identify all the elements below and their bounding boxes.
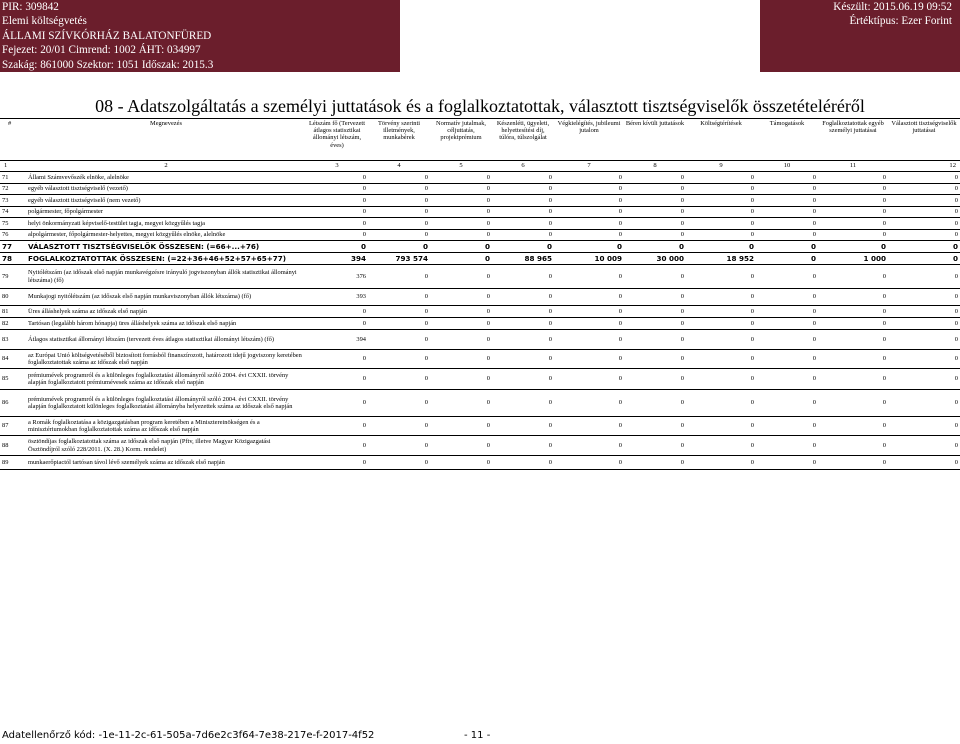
- column-header: Támogatások: [756, 119, 818, 161]
- row-value: 0: [368, 172, 430, 184]
- row-value: 30 000: [624, 253, 686, 265]
- row-value: 0: [888, 183, 960, 195]
- row-value: 0: [492, 417, 554, 436]
- column-number: 8: [624, 161, 686, 172]
- row-value: 0: [888, 253, 960, 265]
- row-value: 0: [492, 318, 554, 330]
- header-line: Értéktípus: Ezer Forint: [849, 15, 952, 28]
- row-value: 0: [554, 390, 624, 417]
- row-value: 0: [306, 206, 368, 218]
- row-value: 0: [686, 218, 756, 230]
- row-value: 0: [686, 195, 756, 207]
- row-value: 0: [554, 265, 624, 289]
- header-line: Szakág: 861000 Szektor: 1051 Időszak: 2015.3: [2, 58, 214, 71]
- row-value: 0: [368, 195, 430, 207]
- row-value: 0: [624, 172, 686, 184]
- row-value: 0: [430, 350, 492, 369]
- row-description: a Romák foglalkoztatása a közigazgatásban program keretében a Minisztereinökségen és a minisztériumokban foglalkoztatottak száma az időszak első napján: [26, 417, 306, 436]
- row-value: 0: [756, 436, 818, 456]
- row-value: 0: [368, 330, 430, 350]
- row-value: 0: [756, 456, 818, 470]
- row-value: 0: [686, 172, 756, 184]
- row-value: 0: [818, 306, 888, 318]
- row-value: 0: [756, 289, 818, 306]
- row-value: 0: [818, 330, 888, 350]
- personnel-table: [0, 118, 960, 470]
- row-value: 0: [888, 229, 960, 241]
- header-line: Készült: 2015.06.19 09:52: [833, 1, 952, 13]
- column-header: Készenléti, ügyeleti, helyettesítési díj, túlóra, túlszolgálat: [492, 119, 554, 161]
- row-value: 0: [686, 436, 756, 456]
- row-value: 0: [888, 265, 960, 289]
- row-value: 0: [756, 318, 818, 330]
- table-row: [0, 218, 960, 230]
- row-value: 0: [492, 390, 554, 417]
- row-value: 0: [888, 417, 960, 436]
- row-value: 0: [888, 330, 960, 350]
- header-line: Elemi költségvetés: [2, 15, 87, 28]
- column-number: 9: [686, 161, 756, 172]
- table-row: [0, 306, 960, 318]
- row-description: egyéb választott tisztségviselő (nem vezető): [26, 195, 306, 207]
- row-value: 0: [554, 172, 624, 184]
- row-value: 0: [756, 369, 818, 390]
- column-header: Választott tisztségviselők juttatásai: [888, 119, 960, 161]
- row-value: 0: [430, 195, 492, 207]
- column-header: Létszám fő (Tervezett átlagos statisztikai állományi létszám, éves): [306, 119, 368, 161]
- column-number: 1: [0, 161, 26, 172]
- row-value: 0: [492, 195, 554, 207]
- row-value: 0: [306, 456, 368, 470]
- row-value: 0: [430, 318, 492, 330]
- row-value: 0: [624, 218, 686, 230]
- table-row: [0, 241, 960, 253]
- row-description: prémiumévek programról és a különleges foglalkoztatási állományról szóló 2004. évi CXXII. törvény alapján foglalkoztatott prémiumévesek száma az időszak első napján: [26, 369, 306, 390]
- row-code: 77: [0, 241, 26, 253]
- column-number: 7: [554, 161, 624, 172]
- row-code: 86: [0, 390, 26, 417]
- row-value: 0: [306, 183, 368, 195]
- row-value: 0: [818, 456, 888, 470]
- row-code: 82: [0, 318, 26, 330]
- row-value: 0: [624, 289, 686, 306]
- column-header: Törvény szerinti illetmények, munkabérek: [368, 119, 430, 161]
- row-value: 0: [624, 330, 686, 350]
- column-number: 3: [306, 161, 368, 172]
- column-number: 5: [430, 161, 492, 172]
- row-value: 0: [686, 289, 756, 306]
- row-value: 0: [686, 390, 756, 417]
- row-value: 0: [624, 436, 686, 456]
- table-row: [0, 265, 960, 289]
- row-value: 0: [306, 306, 368, 318]
- row-value: 0: [430, 306, 492, 318]
- row-value: 0: [624, 183, 686, 195]
- row-value: 0: [430, 241, 492, 253]
- row-value: 0: [888, 289, 960, 306]
- row-code: 73: [0, 195, 26, 207]
- page-title: 08 - Adatszolgáltatás a személyi juttatások és a foglalkoztatottak, választott tisztségviselők összetételéréről: [95, 96, 865, 116]
- row-value: 0: [554, 289, 624, 306]
- row-value: 0: [624, 195, 686, 207]
- row-description: Üres álláshelyek száma az időszak első napján: [26, 306, 306, 318]
- row-value: 0: [430, 417, 492, 436]
- row-code: 85: [0, 369, 26, 390]
- row-description: helyi önkormányzati képviselő-testület tagja, megyei közgyűlés tagja: [26, 218, 306, 230]
- row-description: Állami Számvevőszék elnöke, alelnöke: [26, 172, 306, 184]
- row-value: 0: [888, 350, 960, 369]
- row-value: 0: [492, 289, 554, 306]
- row-value: 0: [430, 253, 492, 265]
- page-number: - 11 -: [464, 730, 491, 741]
- row-value: 0: [554, 218, 624, 230]
- row-value: 0: [686, 206, 756, 218]
- row-value: 0: [492, 350, 554, 369]
- table-row: [0, 318, 960, 330]
- row-value: 0: [368, 229, 430, 241]
- row-code: 87: [0, 417, 26, 436]
- row-value: 0: [756, 206, 818, 218]
- row-value: 0: [888, 218, 960, 230]
- row-value: 0: [492, 218, 554, 230]
- row-code: 89: [0, 456, 26, 470]
- row-value: 0: [756, 218, 818, 230]
- row-value: 0: [756, 390, 818, 417]
- row-value: 0: [430, 390, 492, 417]
- row-value: 0: [818, 390, 888, 417]
- header-line: PIR: 309842: [2, 1, 59, 13]
- row-value: 0: [492, 265, 554, 289]
- row-value: 0: [306, 318, 368, 330]
- row-value: 0: [368, 218, 430, 230]
- row-value: 0: [306, 229, 368, 241]
- table-row: [0, 289, 960, 306]
- row-value: 0: [686, 456, 756, 470]
- table-row: [0, 229, 960, 241]
- row-description: polgármester, főpolgármester: [26, 206, 306, 218]
- row-code: 71: [0, 172, 26, 184]
- column-number: 12: [888, 161, 960, 172]
- report-header-left: [0, 0, 400, 72]
- row-value: 1 000: [818, 253, 888, 265]
- row-value: 0: [624, 229, 686, 241]
- header-line: Fejezet: 20/01 Cimrend: 1002 ÁHT: 034997: [2, 44, 201, 57]
- row-value: 0: [624, 206, 686, 218]
- row-value: 0: [686, 183, 756, 195]
- row-description: alpolgármester, főpolgármester-helyettes, megyei közgyűlés elnöke, alelnöke: [26, 229, 306, 241]
- row-value: 0: [430, 172, 492, 184]
- row-description: Átlagos statisztikai állományi létszám (tervezett éves átlagos statisztikai állományi létszám) (fő): [26, 330, 306, 350]
- table-row: [0, 456, 960, 470]
- row-value: 0: [888, 206, 960, 218]
- row-value: 0: [818, 265, 888, 289]
- row-value: 0: [430, 369, 492, 390]
- row-value: 0: [306, 350, 368, 369]
- row-value: 0: [430, 265, 492, 289]
- row-value: 0: [818, 206, 888, 218]
- row-description: egyéb választott tisztségviselő (vezető): [26, 183, 306, 195]
- row-value: 0: [756, 253, 818, 265]
- row-value: 0: [624, 241, 686, 253]
- row-description: VÁLASZTOTT TISZTSÉGVISELŐK ÖSSZESEN: (=66+...+76): [26, 241, 306, 253]
- column-header: #: [0, 119, 26, 161]
- row-value: 0: [888, 390, 960, 417]
- row-value: 0: [554, 369, 624, 390]
- row-value: 0: [430, 218, 492, 230]
- header-line: ÁLLAMI SZÍVKÓRHÁZ BALATONFÜRED: [2, 29, 212, 42]
- row-value: 0: [686, 318, 756, 330]
- row-value: 0: [492, 183, 554, 195]
- row-value: 0: [368, 456, 430, 470]
- row-description: prémiumévek programról és a különleges foglalkoztatási állományról szóló 2004. évi CXXII. törvény alapján foglalkoztatott különleges foglalkoztatási állományba helyezettek száma az időszak első napján: [26, 390, 306, 417]
- row-value: 0: [306, 417, 368, 436]
- column-header-row: [0, 119, 960, 161]
- row-value: 0: [306, 241, 368, 253]
- row-value: 0: [554, 350, 624, 369]
- row-value: 0: [492, 330, 554, 350]
- row-value: 0: [554, 306, 624, 318]
- row-value: 0: [818, 195, 888, 207]
- row-value: 0: [756, 229, 818, 241]
- row-value: 18 952: [686, 253, 756, 265]
- column-number: 11: [818, 161, 888, 172]
- column-header: Normatív jutalmak, céljuttatás, projektprémium: [430, 119, 492, 161]
- row-value: 0: [492, 456, 554, 470]
- row-value: 0: [368, 306, 430, 318]
- row-value: 0: [756, 417, 818, 436]
- table-row: [0, 369, 960, 390]
- row-description: FOGLALKOZTATOTTAK ÖSSZESEN: (=22+36+46+52+57+65+77): [26, 253, 306, 265]
- row-value: 0: [492, 206, 554, 218]
- row-value: 0: [888, 306, 960, 318]
- column-header: Megnevezés: [26, 119, 306, 161]
- row-value: 0: [888, 318, 960, 330]
- table-row: [0, 330, 960, 350]
- row-value: 0: [624, 456, 686, 470]
- row-description: az Európai Unió költségvetéséből biztosított forrásból finanszírozott, határozott idejű jogviszony keretében foglalkoztatottak száma az időszak első napján: [26, 350, 306, 369]
- row-value: 0: [554, 417, 624, 436]
- row-value: 0: [554, 456, 624, 470]
- column-number: 4: [368, 161, 430, 172]
- row-value: 0: [888, 436, 960, 456]
- row-value: 0: [818, 183, 888, 195]
- row-value: 0: [306, 369, 368, 390]
- row-value: 0: [430, 183, 492, 195]
- row-value: 0: [756, 195, 818, 207]
- row-value: 0: [888, 456, 960, 470]
- row-value: 0: [818, 350, 888, 369]
- row-code: 74: [0, 206, 26, 218]
- row-value: 0: [554, 183, 624, 195]
- row-value: 0: [554, 195, 624, 207]
- row-value: 0: [686, 241, 756, 253]
- table-row: [0, 390, 960, 417]
- row-value: 0: [686, 350, 756, 369]
- row-value: 0: [554, 436, 624, 456]
- row-value: 0: [368, 265, 430, 289]
- row-value: 0: [368, 369, 430, 390]
- row-value: 0: [368, 183, 430, 195]
- row-value: 10 009: [554, 253, 624, 265]
- row-value: 0: [624, 265, 686, 289]
- row-value: 0: [430, 436, 492, 456]
- row-value: 0: [756, 172, 818, 184]
- row-value: 0: [368, 289, 430, 306]
- row-value: 0: [430, 456, 492, 470]
- row-code: 75: [0, 218, 26, 230]
- row-value: 0: [306, 436, 368, 456]
- row-value: 393: [306, 289, 368, 306]
- column-header: Béren kívüli juttatások: [624, 119, 686, 161]
- row-value: 0: [756, 265, 818, 289]
- table-row: [0, 417, 960, 436]
- row-code: 81: [0, 306, 26, 318]
- row-description: Tartósan (legalább három hónapja) üres álláshelyek száma az időszak első napján: [26, 318, 306, 330]
- column-number: 2: [26, 161, 306, 172]
- row-value: 0: [818, 289, 888, 306]
- column-number: 10: [756, 161, 818, 172]
- table-row: [0, 172, 960, 184]
- row-value: 0: [368, 417, 430, 436]
- row-value: 0: [430, 206, 492, 218]
- column-number-row: [0, 161, 960, 172]
- column-header: Végkielégítés, jubileumi jutalom: [554, 119, 624, 161]
- row-value: 0: [756, 330, 818, 350]
- row-value: 0: [818, 229, 888, 241]
- row-value: 0: [306, 195, 368, 207]
- row-value: 793 574: [368, 253, 430, 265]
- row-description: Nyitólétszám (az időszak első napján munkavégzésre irányuló jogviszonyban állók statisztikai állományi létszáma) (fő): [26, 265, 306, 289]
- table-row: [0, 253, 960, 265]
- row-value: 0: [430, 289, 492, 306]
- row-value: 0: [818, 436, 888, 456]
- table-row: [0, 195, 960, 207]
- row-description: ösztöndíjas foglalkoztatottak száma az időszak első napján (Pftv, illetve Magyar Közigazgatási Ösztöndíjról szóló 228/2011. (X. 28.) Korm. rendelet): [26, 436, 306, 456]
- row-value: 0: [624, 350, 686, 369]
- row-value: 0: [818, 369, 888, 390]
- row-value: 0: [756, 241, 818, 253]
- row-value: 0: [686, 330, 756, 350]
- row-value: 394: [306, 253, 368, 265]
- row-value: 0: [624, 369, 686, 390]
- row-code: 76: [0, 229, 26, 241]
- report-header-right: [760, 0, 960, 72]
- row-value: 0: [492, 369, 554, 390]
- table-row: [0, 206, 960, 218]
- row-value: 0: [306, 390, 368, 417]
- table-row: [0, 350, 960, 369]
- row-value: 0: [368, 390, 430, 417]
- row-code: 83: [0, 330, 26, 350]
- row-description: munkaerőpiactól tartósan távol lévő személyek száma az időszak első napján: [26, 456, 306, 470]
- row-code: 80: [0, 289, 26, 306]
- row-value: 0: [888, 172, 960, 184]
- row-value: 0: [306, 218, 368, 230]
- row-value: 0: [492, 172, 554, 184]
- row-value: 0: [686, 417, 756, 436]
- row-description: Munkajogi nyitólétszám (az időszak első napján munkaviszonyban állók létszáma) (fő): [26, 289, 306, 306]
- row-value: 0: [554, 229, 624, 241]
- row-value: 0: [368, 241, 430, 253]
- table-row: [0, 183, 960, 195]
- row-code: 84: [0, 350, 26, 369]
- row-value: 0: [306, 172, 368, 184]
- row-value: 376: [306, 265, 368, 289]
- row-value: 0: [492, 241, 554, 253]
- row-value: 0: [554, 318, 624, 330]
- row-value: 0: [686, 369, 756, 390]
- row-value: 0: [624, 417, 686, 436]
- row-value: 0: [756, 306, 818, 318]
- row-value: 0: [492, 436, 554, 456]
- row-code: 72: [0, 183, 26, 195]
- row-value: 0: [624, 306, 686, 318]
- row-value: 0: [554, 330, 624, 350]
- row-value: 0: [368, 318, 430, 330]
- row-value: 0: [818, 172, 888, 184]
- column-header: Foglalkoztatottak egyéb személyi juttatásai: [818, 119, 888, 161]
- row-value: 0: [430, 330, 492, 350]
- row-code: 78: [0, 253, 26, 265]
- row-value: 0: [430, 229, 492, 241]
- row-value: 0: [818, 218, 888, 230]
- row-value: 0: [554, 206, 624, 218]
- row-value: 394: [306, 330, 368, 350]
- row-value: 0: [756, 183, 818, 195]
- row-value: 0: [686, 306, 756, 318]
- row-value: 0: [368, 350, 430, 369]
- row-value: 0: [368, 436, 430, 456]
- row-value: 0: [686, 229, 756, 241]
- table-body: [0, 172, 960, 470]
- column-number: 6: [492, 161, 554, 172]
- row-value: 0: [818, 417, 888, 436]
- row-value: 0: [818, 241, 888, 253]
- verification-code: Adatellenőrző kód: -1e-11-2c-61-505a-7d6e2c3f64-7e38-217e-f-2017-4f52: [2, 730, 375, 741]
- row-code: 79: [0, 265, 26, 289]
- row-value: 0: [554, 241, 624, 253]
- column-header: Költségtérítések: [686, 119, 756, 161]
- row-value: 0: [492, 229, 554, 241]
- row-value: 0: [368, 206, 430, 218]
- row-value: 0: [888, 241, 960, 253]
- row-value: 0: [624, 318, 686, 330]
- row-value: 0: [686, 265, 756, 289]
- row-value: 0: [888, 369, 960, 390]
- table-row: [0, 436, 960, 456]
- row-value: 88 965: [492, 253, 554, 265]
- row-value: 0: [756, 350, 818, 369]
- row-value: 0: [818, 318, 888, 330]
- row-value: 0: [624, 390, 686, 417]
- row-value: 0: [888, 195, 960, 207]
- row-value: 0: [492, 306, 554, 318]
- row-code: 88: [0, 436, 26, 456]
